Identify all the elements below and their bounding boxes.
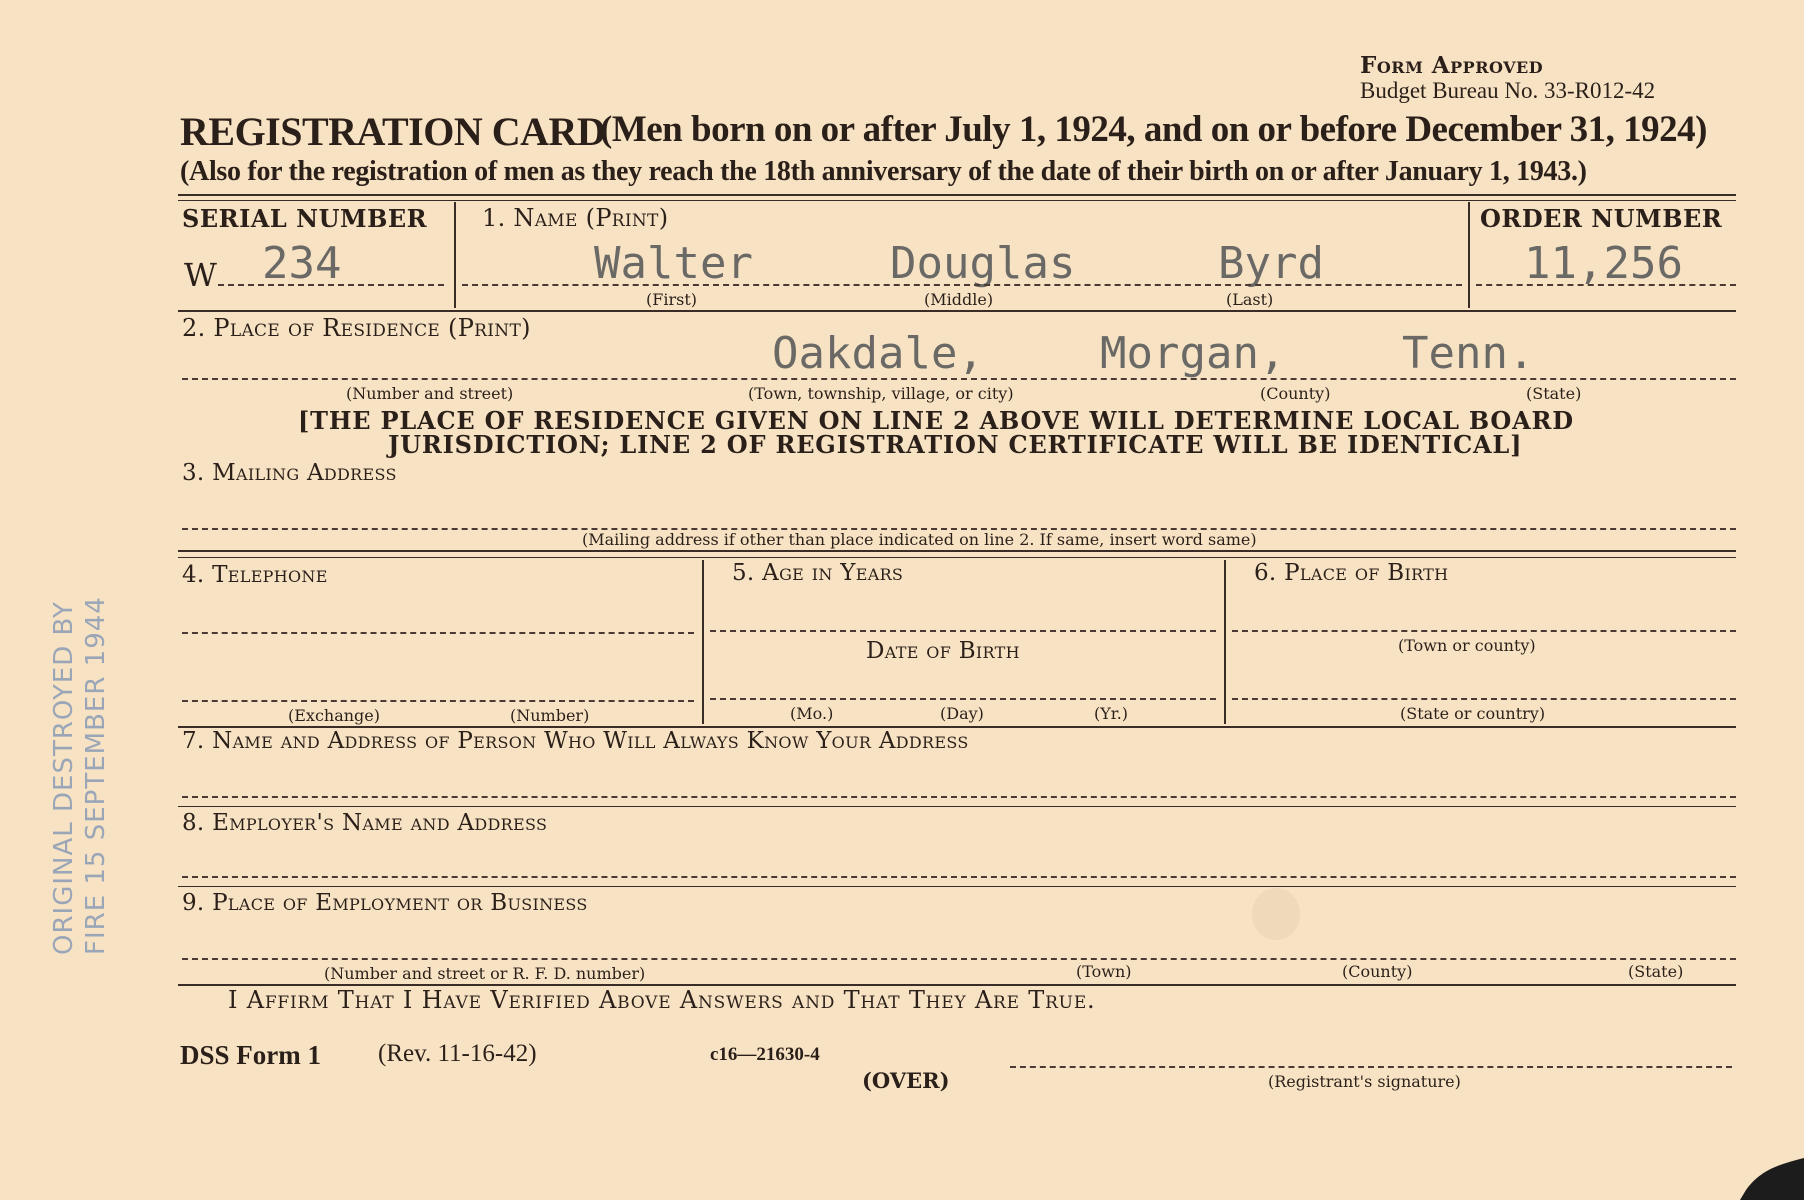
form-name: DSS Form 1 xyxy=(180,1040,321,1070)
card-title: REGISTRATION CARD xyxy=(180,109,606,154)
serial-prefix: W xyxy=(184,256,217,294)
rule xyxy=(178,557,1736,558)
jurisdiction-notice-line1: [THE PLACE OF RESIDENCE GIVEN ON LINE 2 ABOVE WILL DETERMINE LOCAL BOARD xyxy=(298,406,1574,435)
card-title-range: (Men born on or after July 1, 1924, and on or before December 31, 1924) xyxy=(600,109,1707,150)
employment-county-caption: (County) xyxy=(1342,962,1413,981)
form-revision: (Rev. 11-16-42) xyxy=(378,1040,537,1067)
mailing-address-label: 3. Mailing Address xyxy=(182,460,397,486)
rule xyxy=(178,806,1736,807)
residence-label: 2. Place of Residence (Print) xyxy=(182,314,531,342)
date-of-birth-label: Date of Birth xyxy=(866,638,1020,664)
corner-smudge xyxy=(1740,1150,1804,1200)
over-notice: (OVER) xyxy=(862,1068,950,1093)
place-of-employment-label: 9. Place of Employment or Business xyxy=(182,890,588,916)
employment-line xyxy=(182,958,1736,960)
divider xyxy=(1468,202,1470,308)
order-number-label: ORDER NUMBER xyxy=(1480,204,1723,233)
middle-caption: (Middle) xyxy=(924,290,994,309)
employment-town-caption: (Town) xyxy=(1076,962,1132,981)
form-code: c16—21630-4 xyxy=(710,1044,820,1065)
serial-line xyxy=(218,284,444,286)
age-line xyxy=(710,630,1216,632)
jurisdiction-notice-line2: JURISDICTION; LINE 2 OF REGISTRATION CERTIFICATE WILL BE IDENTICAL] xyxy=(388,430,1523,459)
paper-stain xyxy=(1246,884,1306,944)
contact-person-label: 7. Name and Address of Person Who Will Always Know Your Address xyxy=(182,728,969,754)
name-label: 1. Name (Print) xyxy=(482,204,669,232)
employer-label: 8. Employer's Name and Address xyxy=(182,810,548,836)
employment-street-caption: (Number and street or R. F. D. number) xyxy=(324,964,646,983)
exchange-caption: (Exchange) xyxy=(288,706,381,725)
divider xyxy=(702,560,704,724)
day-caption: (Day) xyxy=(940,704,984,723)
place-of-birth-label: 6. Place of Birth xyxy=(1254,560,1449,586)
year-caption: (Yr.) xyxy=(1094,704,1129,723)
last-caption: (Last) xyxy=(1226,290,1274,309)
town-or-county-caption: (Town or county) xyxy=(1398,636,1536,655)
residence-line xyxy=(182,378,1736,380)
residence-state-value: Tenn. xyxy=(1402,328,1535,379)
residence-town-value: Oakdale, xyxy=(772,328,984,379)
divider xyxy=(1224,560,1226,724)
age-label: 5. Age in Years xyxy=(732,560,904,586)
serial-number-label: SERIAL NUMBER xyxy=(182,204,428,233)
destroyed-stamp xyxy=(48,596,112,955)
phone-number-caption: (Number) xyxy=(510,706,590,725)
affirmation-statement: I Affirm That I Have Verified Above Answers and That They Are True. xyxy=(228,986,1096,1014)
telephone-line xyxy=(182,700,694,702)
dob-line xyxy=(710,698,1216,700)
birthplace-line xyxy=(1232,698,1736,700)
stamp-line1: ORIGINAL DESTROYED BY xyxy=(49,601,79,955)
contact-line xyxy=(182,796,1736,798)
mailing-caption: (Mailing address if other than place indicated on line 2. If same, insert word same) xyxy=(582,530,1257,549)
street-caption: (Number and street) xyxy=(346,384,514,403)
telephone-line xyxy=(182,632,694,634)
residence-county-value: Morgan, xyxy=(1100,328,1286,379)
town-caption: (Town, township, village, or city) xyxy=(748,384,1014,403)
employment-state-caption: (State) xyxy=(1628,962,1684,981)
budget-bureau-number: Budget Bureau No. 33-R012-42 xyxy=(1360,78,1656,103)
card-subtitle: (Also for the registration of men as they reach the 18th anniversary of the date of their birth on or after January 1, 1943.) xyxy=(180,156,1587,187)
middle-name-value: Douglas xyxy=(890,238,1076,289)
rule xyxy=(178,200,1736,201)
rule xyxy=(178,550,1736,552)
state-or-country-caption: (State or country) xyxy=(1400,704,1546,723)
stamp-line2: FIRE 15 SEPTEMBER 1944 xyxy=(81,596,111,955)
order-line xyxy=(1476,284,1736,286)
order-number-value: 11,256 xyxy=(1524,238,1683,289)
last-name-value: Byrd xyxy=(1218,238,1324,289)
rule xyxy=(178,310,1736,312)
employer-line xyxy=(182,876,1736,878)
birthplace-line xyxy=(1232,630,1736,632)
divider xyxy=(454,202,456,308)
form-approved: Form Approved xyxy=(1360,52,1544,79)
county-caption: (County) xyxy=(1260,384,1331,403)
signature-caption: (Registrant's signature) xyxy=(1268,1072,1461,1091)
first-caption: (First) xyxy=(646,290,697,309)
first-name-value: Walter xyxy=(594,238,753,289)
rule xyxy=(178,886,1736,887)
serial-number-value: 234 xyxy=(262,238,342,289)
month-caption: (Mo.) xyxy=(790,704,834,723)
signature-line xyxy=(1010,1066,1732,1068)
name-line xyxy=(462,284,1462,286)
rule xyxy=(178,194,1736,196)
telephone-label: 4. Telephone xyxy=(182,562,328,588)
state-caption: (State) xyxy=(1526,384,1582,403)
